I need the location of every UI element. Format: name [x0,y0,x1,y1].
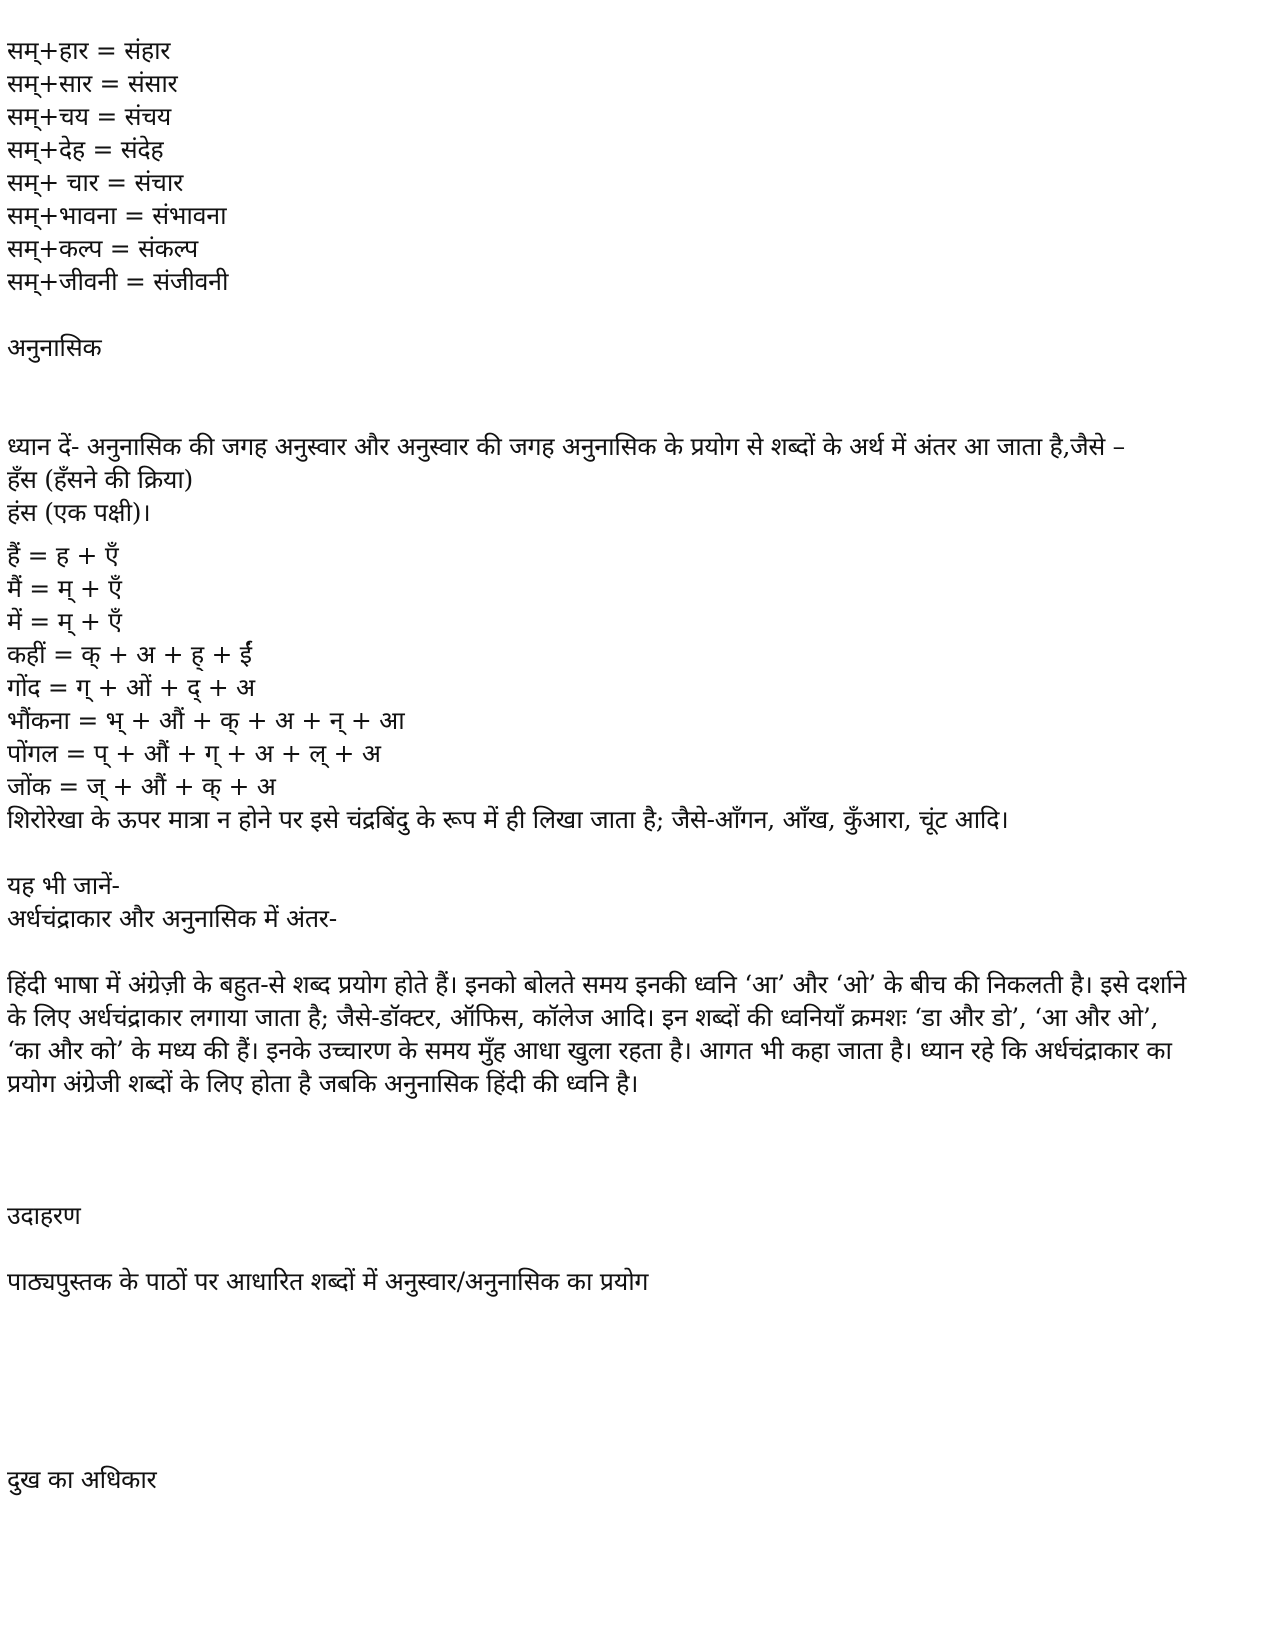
explanation-paragraph [7,968,1262,1100]
spacer [7,298,1262,331]
breakdown-example: जोंक = ज् + औं + क् + अ [7,772,276,801]
note-line: हंस (एक पक्षी)। [7,498,151,527]
breakdown-example: कहीं = क् + अ + ह् + ईं [7,640,252,669]
also-know-block [7,869,1262,935]
sandhi-example: सम्+हार = संहार [7,36,171,65]
breakdown-example: गोंद = ग् + ओं + द् + अ [7,673,255,702]
breakdown-example: मैं = म् + ऍं [7,574,122,603]
sandhi-example-list [7,34,1262,298]
sandhi-example: सम्+जीवनी = संजीवनी [7,267,229,296]
note-block [7,430,1262,529]
breakdown-example: में = म् + ऍं [7,607,122,636]
chapter-title: दुख का अधिकार [7,1465,157,1494]
also-know-line: अर्धचंद्राकार और अनुनासिक में अंतर- [7,904,337,933]
spacer [7,1298,1262,1463]
sandhi-example: सम्+भावना = संभावना [7,201,227,230]
spacer [7,1232,1262,1265]
explanation-line: प्रयोग अंग्रेजी शब्दों के लिए होता है जबकि अनुनासिक हिंदी की ध्वनि है। [7,1069,639,1098]
breakdown-example: भौंकना = भ् + औं + क् + अ + न् + आ [7,706,405,735]
also-know-line: यह भी जानें- [7,871,120,900]
explanation-line: हिंदी भाषा में अंग्रेज़ी के बहुत-से शब्द प्रयोग होते हैं। इनको बोलते समय इनकी ध्वनि ‘आ’ और ‘ओ’ के बीच की निकलती है। इसे दर्शाने [7,970,1187,999]
note-line: हँस (हँसने की क्रिया) [7,465,193,494]
breakdown-example-list [7,539,1262,803]
textbook-heading: पाठ्यपुस्तक के पाठों पर आधारित शब्दों में अनुस्वार/अनुनासिक का प्रयोग [7,1267,649,1296]
document-page [7,34,1262,1496]
note-line: ध्यान दें- अनुनासिक की जगह अनुस्वार और अनुस्वार की जगह अनुनासिक के प्रयोग से शब्दों के अर्थ में अंतर आ जाता है,जैसे – [7,432,1125,461]
explanation-line: के लिए अर्धचंद्राकार लगाया जाता है; जैसे-डॉक्टर, ऑफिस, कॉलेज आदि। इन शब्दों की ध्वनियाँ क्रमशः ‘डा और डो’, ‘आ और ओ’, [7,1003,1159,1032]
sandhi-example: सम्+देह = संदेह [7,135,164,164]
spacer [7,529,1262,539]
explanation-line: ‘का और को’ के मध्य की हैं। इनके उच्चारण के समय मुँह आधा खुला रहता है। आगत भी कहा जाता है। ध्यान रहे कि अर्धचंद्राकार का [7,1036,1172,1065]
sandhi-example: सम्+कल्प = संकल्प [7,234,198,263]
spacer [7,364,1262,430]
spacer [7,1100,1262,1199]
anunasik-heading: अनुनासिक [7,333,102,362]
breakdown-example: हैं = ह + ऍं [7,541,119,570]
spacer [7,836,1262,869]
examples-heading: उदाहरण [7,1201,81,1230]
spacer [7,935,1262,968]
breakdown-example: पोंगल = प् + औं + ग् + अ + ल् + अ [7,739,381,768]
sandhi-example: सम्+चय = संचय [7,102,171,131]
sandhi-example: सम्+ चार = संचार [7,168,184,197]
sandhi-example: सम्+सार = संसार [7,69,178,98]
shirorekha-rule: शिरोरेखा के ऊपर मात्रा न होने पर इसे चंद्रबिंदु के रूप में ही लिखा जाता है; जैसे-आँगन, आँख, कुँआरा, चूंट आदि। [7,805,1009,834]
